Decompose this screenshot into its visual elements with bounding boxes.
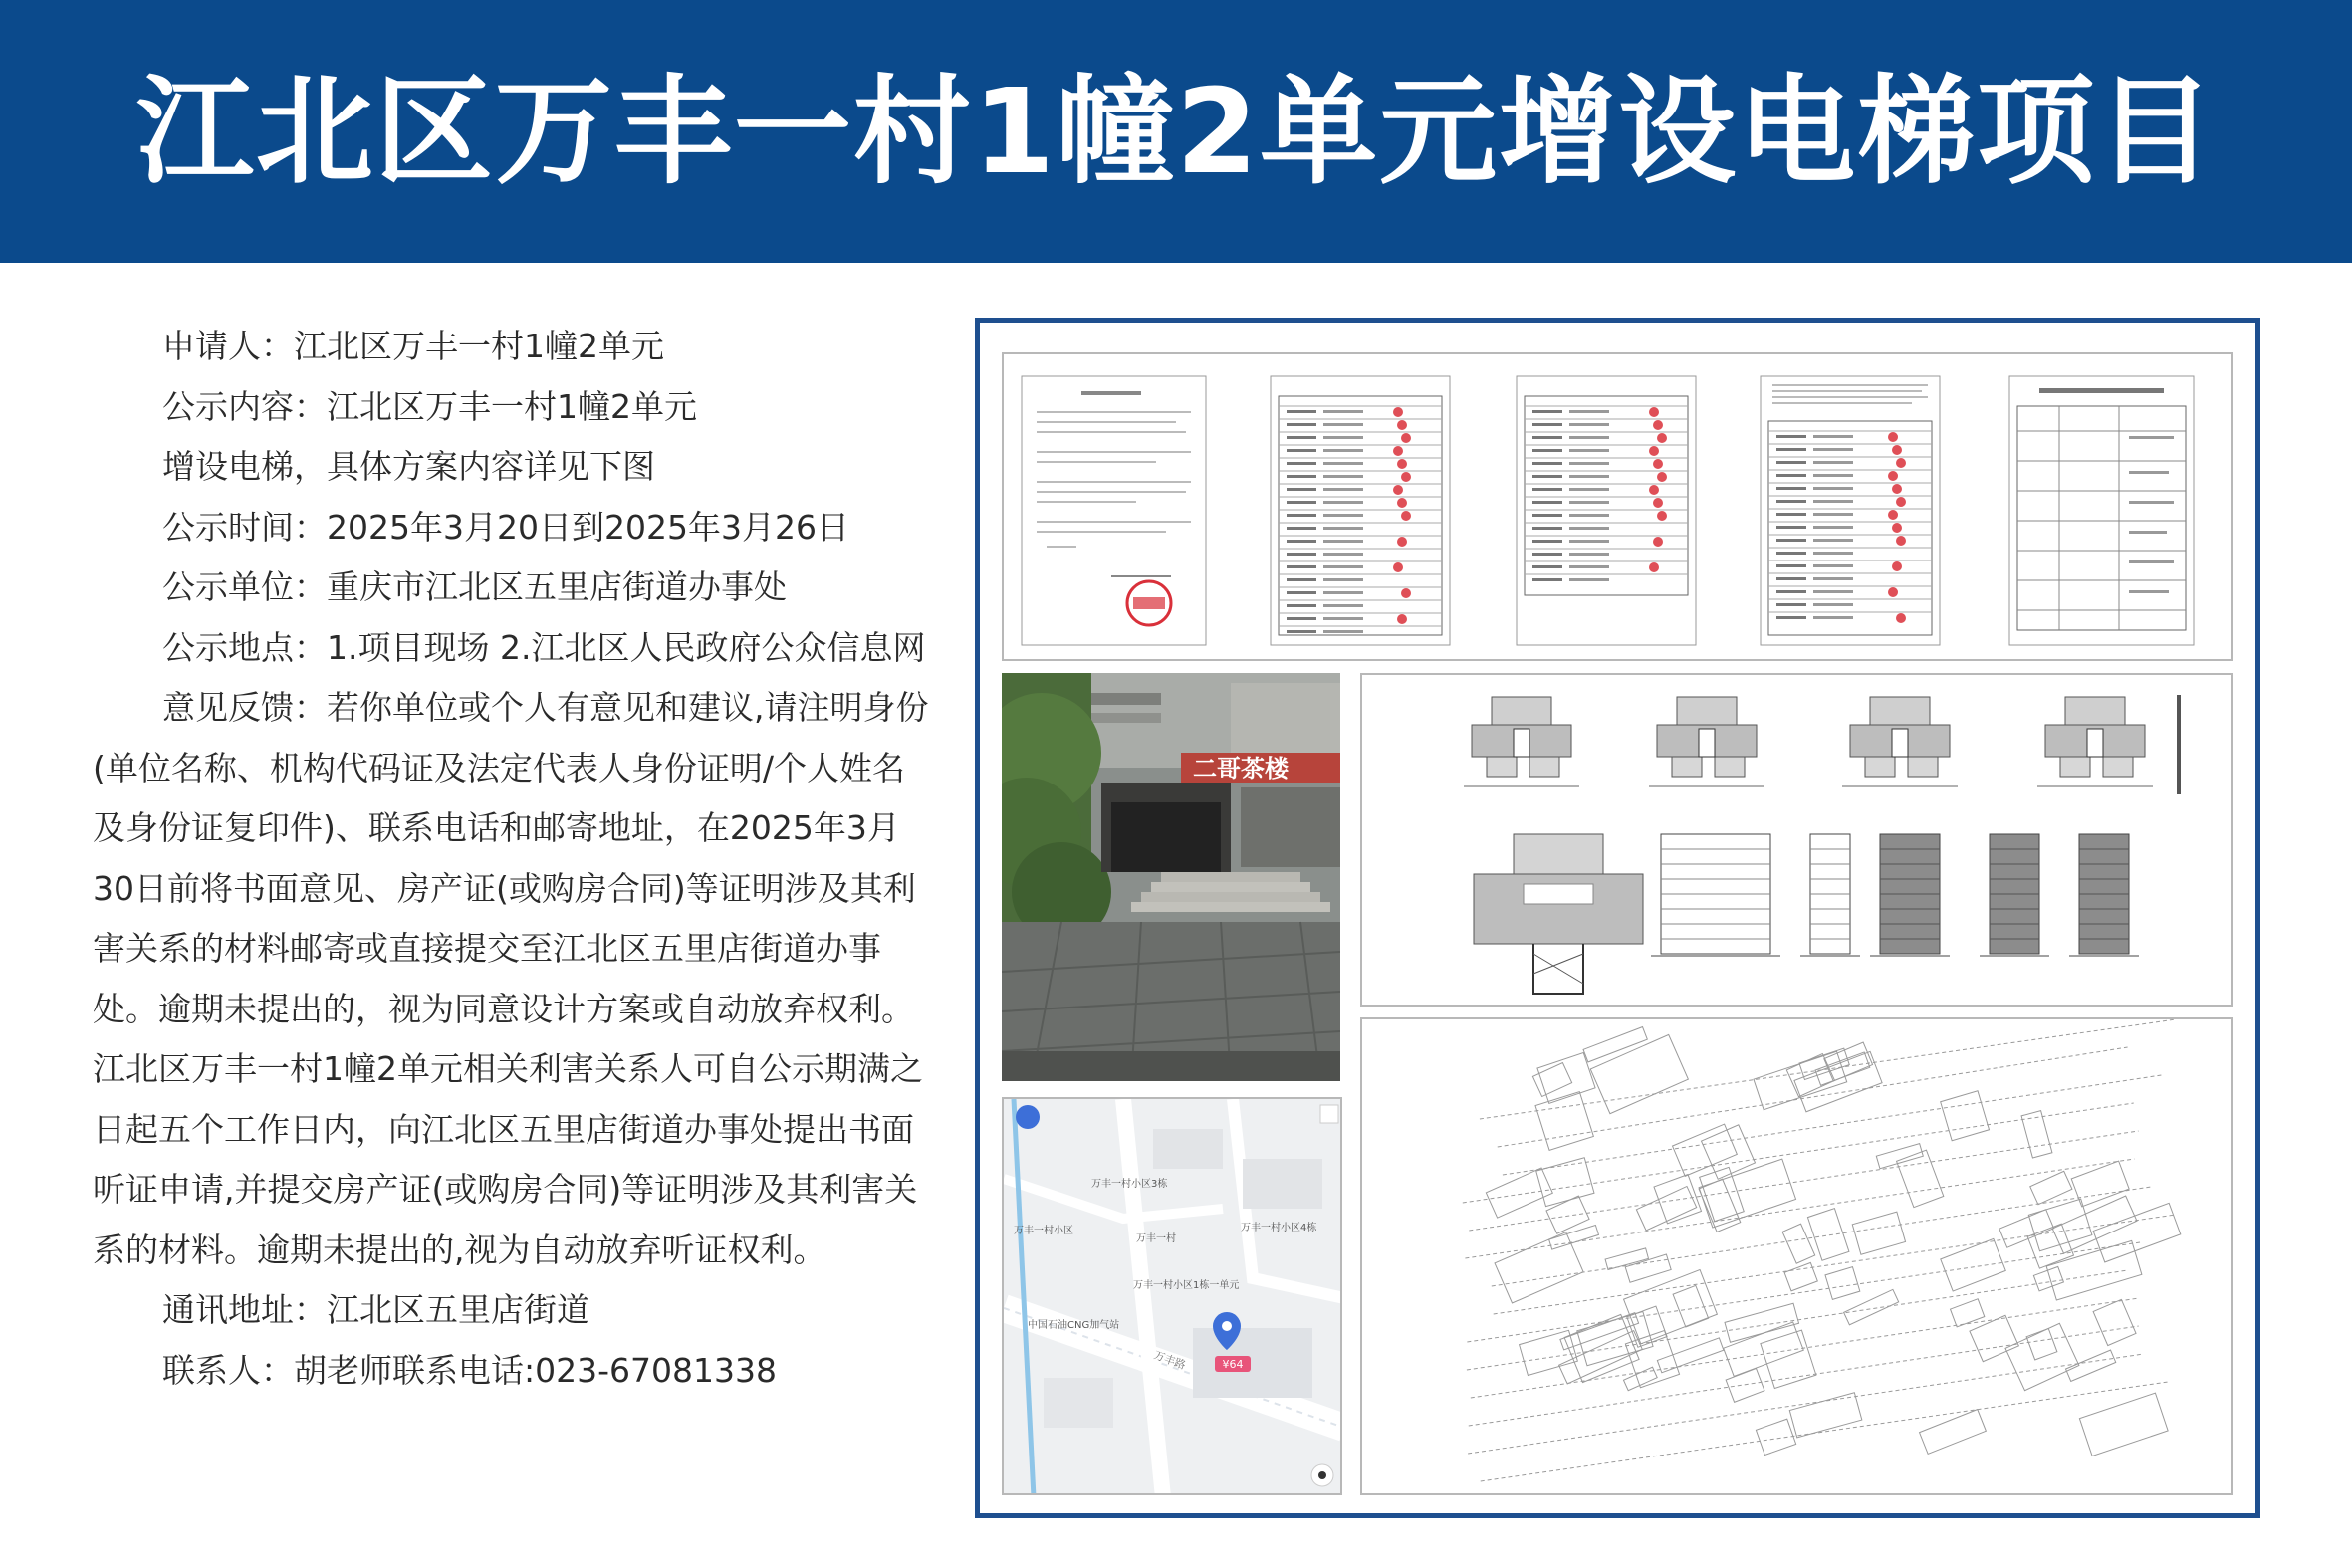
notice-content-line1: 公示内容：江北区万丰一村1幢2单元: [162, 386, 697, 426]
notice-applicant: 申请人：江北区万丰一村1幢2单元: [162, 327, 664, 365]
location-map: [1002, 1097, 1342, 1495]
site-plan-panel: [1360, 1017, 2233, 1495]
document-frame: [975, 318, 2260, 1518]
entrance-photo-image: [1002, 673, 1340, 1081]
location-map-image: [1004, 1099, 1342, 1495]
map-label-gas-station: 中国石油CNG加气站: [1028, 1320, 1120, 1331]
scan-page-opinion-form: [2009, 376, 2194, 645]
drawing-floor-plan: [2037, 697, 2153, 786]
map-label-road: 万丰路: [1151, 1348, 1188, 1373]
drawing-elevation: [1651, 834, 1780, 956]
map-label-bldg1: 万丰一村小区1栋一单元: [1133, 1280, 1240, 1291]
notice-feedback: 意见反馈：若你单位或个人有意见和建议,请注明身份(单位名称、机构代码证及法定代表人身份证明/个人姓名及身份证复印件)、联系电话和邮寄地址，在2025年3月30日前将书面意见、房产证(或购房合同)等证明涉及其利害关系的材料邮寄或直接提交至江北区五里店街道办事处。逾期未提出的，视为同意设计方案或自动放弃权利。江北区万丰一村1幢2单元相关利害关系人可自公示期满之日起五个工作日内，向江北区五里店街道办事处提出书面听证申请,并提交房产证(或购房合同)等证明涉及其利害关系的材料。逾期未提出的,视为自动放弃听证权利。: [93, 688, 929, 1269]
page-title: 江北区万丰一村1幢2单元增设电梯项目: [135, 63, 2217, 200]
map-label-bldg3: 万丰一村小区3栋: [1091, 1179, 1168, 1190]
entrance-photo: [1002, 673, 1340, 1081]
shop-sign-text: 二哥茶楼: [1193, 755, 1289, 783]
drawing-elevation: [1980, 834, 2049, 956]
drawing-elevation: [1800, 834, 1860, 956]
notice-content-line2: 增设电梯，具体方案内容详见下图: [162, 447, 655, 486]
scan-page-signature-table-1: [1271, 376, 1450, 645]
header-banner: [0, 0, 2352, 263]
elevator-drawings-image: [1362, 675, 2233, 1007]
notice-contact: 联系人：胡老师联系电话:023-67081338: [162, 1350, 777, 1390]
map-price-badge: ¥64: [1222, 1358, 1244, 1371]
drawing-floor-plan: [1464, 697, 1579, 786]
drawing-elevation: [2069, 834, 2139, 956]
map-label-wanfeng: 万丰一村: [1136, 1233, 1176, 1244]
notice-address: 通讯地址：江北区五里店街道: [162, 1290, 589, 1329]
scan-page-signature-table-2: [1517, 376, 1696, 645]
scanned-documents-panel: [1002, 352, 2233, 661]
drawing-floor-plan: [1649, 697, 1764, 786]
elevator-drawings-panel: [1360, 673, 2233, 1007]
notice-location: 公示地点：1.项目现场 2.江北区人民政府公众信息网: [162, 627, 926, 667]
drawing-floor-plan: [1842, 697, 1958, 786]
notice-time: 公示时间：2025年3月20日到2025年3月26日: [162, 507, 849, 547]
site-plan-image: [1362, 1019, 2233, 1495]
notice-text: [93, 317, 929, 1401]
scan-page-signature-table-3: [1761, 376, 1940, 645]
drawing-site-section: [1474, 834, 1643, 994]
scanned-documents-image: [1004, 354, 2233, 661]
map-label-community: 万丰一村小区: [1014, 1226, 1073, 1236]
scan-page-application: [1022, 376, 1206, 645]
notice-unit: 公示单位：重庆市江北区五里店街道办事处: [162, 567, 787, 606]
map-label-bldg4: 万丰一村小区4栋: [1241, 1223, 1317, 1233]
drawing-elevation: [1870, 834, 1950, 956]
